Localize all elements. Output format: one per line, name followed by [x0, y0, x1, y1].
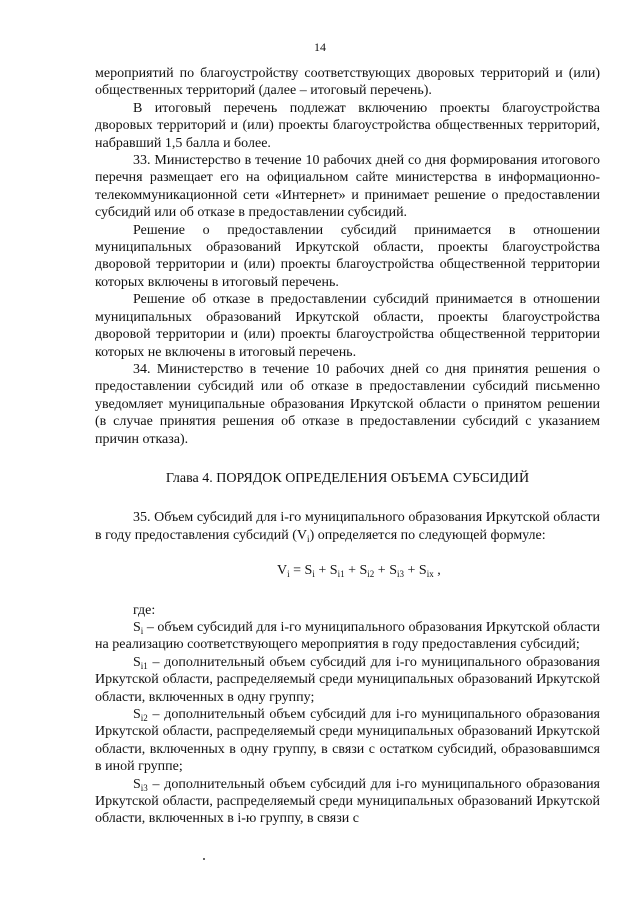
definition-subscript: i [140, 625, 144, 636]
formula-operator: + [314, 563, 330, 579]
text: 35. Объем субсидий для i-го муниципального образования Иркутской области в году предоставления субсидий (V [95, 510, 600, 543]
formula-symbol: S [329, 563, 338, 579]
definition-subscript: i3 [140, 782, 148, 793]
chapter-heading: Глава 4. ПОРЯДОК ОПРЕДЕЛЕНИЯ ОБЪЕМА СУБСИДИЙ [165, 470, 530, 486]
definition-subscript: i2 [140, 713, 148, 723]
paragraph: Решение о предоставлении субсидий принимается в отношении муниципальных образований Иркутской области, проекты благоустройства дворовой территории и (или) проекты благоустройства общественной территории которых включены в итоговый перечень. [95, 222, 600, 290]
definition-text: – дополнительный объем субсидий для i-го муниципального образования Иркутской области, распределяемый среди муниципальных образований Иркутской области, включенных в одну группу, в связи с остатком субсидий, образовавшимся в иной группе; [95, 707, 600, 775]
paragraph: мероприятий по благоустройству соответствующих дворовых территорий и (или) общественных территорий (далее – итоговый перечень). [95, 66, 600, 99]
formula-symbol: S [418, 563, 427, 579]
paragraph: В итоговый перечень подлежат включению проекты благоустройства дворовых территорий и (или) проекты благоустройства общественных территорий, набравший 1,5 балла и более. [95, 100, 600, 151]
scan-speck [203, 858, 205, 860]
formula-subscript: i3 [397, 569, 405, 580]
formula-operator: + [404, 563, 419, 579]
definition-symbol: S [133, 776, 141, 792]
formula-operator: = [289, 563, 305, 579]
definition-text: – дополнительный объем субсидий для i-го муниципального образования Иркутской области, распределяемый среди муниципальных образований Иркутской области, включенных в i-ю группу, в связи с [95, 776, 600, 827]
paragraph [95, 509, 600, 544]
text: ) определяется по следующей формуле: [309, 527, 546, 543]
formula-subscript: i [312, 569, 315, 580]
subscript: i [307, 533, 310, 544]
formula-punctuation: , [433, 563, 441, 579]
formula-subscript: i1 [337, 569, 345, 580]
formula-symbol: S [304, 563, 313, 579]
definition-text: – дополнительный объем субсидий для i-го муниципального образования Иркутской области, распределяемый среди муниципальных образований Иркутской области, включенных в одну группу; [95, 654, 600, 705]
formula-subscript: ix [426, 569, 434, 580]
definition [95, 776, 600, 828]
paragraph: 34. Министерство в течение 10 рабочих дней со дня принятия решения о предоставлении субсидий или об отказе в предоставлении субсидий письменно уведомляет муниципальные образования Иркутской области о принятом решении (в случае принятия решения об отказе в предоставлении субсидий с указанием причин отказа). [95, 361, 600, 447]
document-body [95, 65, 600, 828]
definition [95, 654, 600, 706]
formula-operator: + [344, 563, 360, 579]
formula-symbol: V [277, 563, 288, 579]
definition-symbol: S [133, 707, 141, 722]
formula-symbol: S [359, 563, 368, 579]
page-number: 14 [314, 40, 326, 54]
formula-subscript: i [287, 569, 290, 580]
paragraph: 33. Министерство в течение 10 рабочих дней со дня формирования итогового перечня размещает его на официальном сайте министерства в информационно-телекоммуникационной сети «Интернет» и принимает решение о предоставлении субсидий или об отказе в предоставлении субсидий. [95, 153, 600, 221]
definition [95, 619, 600, 654]
definition [95, 706, 600, 776]
definition-text: – объем субсидий для i-го муниципального образования Иркутской области на реализацию соответствующего мероприятия в году предоставления субсидий; [95, 619, 600, 653]
definition-subscript: i1 [140, 660, 148, 671]
definition-symbol: S [133, 654, 141, 670]
formula-operator: + [374, 563, 390, 579]
formula-subscript: i2 [367, 569, 375, 580]
formula-symbol: S [389, 563, 397, 579]
where-label: где: [133, 602, 156, 618]
formula [95, 562, 600, 579]
definition-symbol: S [133, 619, 141, 635]
paragraph: Решение об отказе в предоставлении субсидий принимается в отношении муниципальных образований Иркутской области, проекты благоустройства дворовой территории и (или) проекты благоустройства общественной территории которых не включены в итоговый перечень. [95, 292, 600, 360]
